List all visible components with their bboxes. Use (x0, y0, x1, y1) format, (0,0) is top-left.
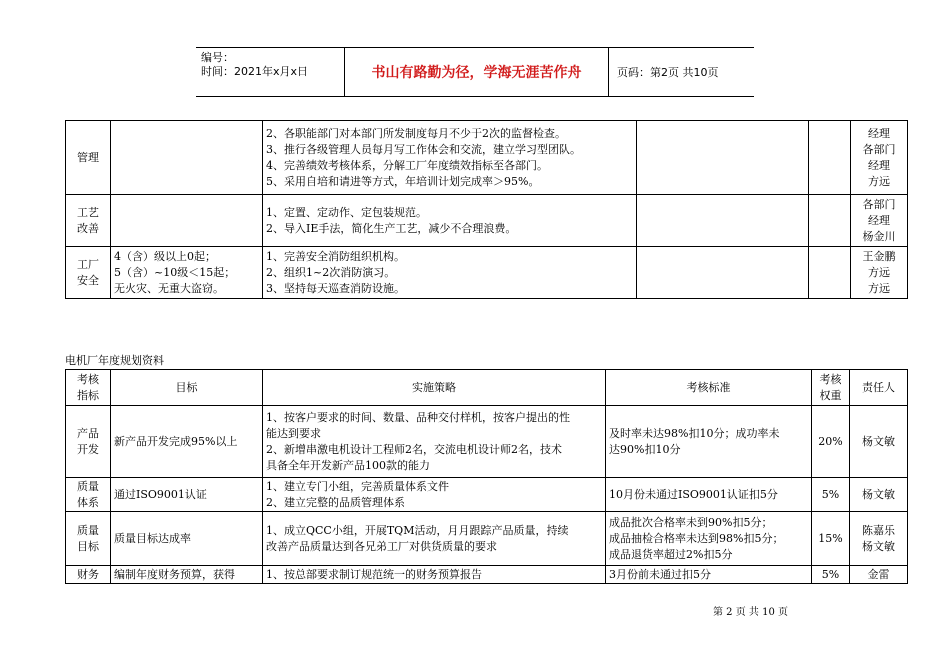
weight-cell: 5% (812, 478, 850, 512)
owner-cell: 陈嘉乐 杨文敏 (850, 512, 908, 566)
header-target: 目标 (111, 370, 263, 406)
owner-cell: 金雷 (850, 566, 908, 584)
owner-cell: 各部门 经理 杨金川 (851, 195, 908, 247)
strategy-cell: 1、定置、定动作、定包装规范。 2、导入IE手法，简化生产工艺，减少不合理浪费。 (263, 195, 637, 247)
page-footer: 第 2 页 共 10 页 (713, 607, 788, 618)
header-category: 考核 指标 (66, 370, 111, 406)
table-header-row (66, 370, 908, 406)
owner-cell: 杨文敏 (850, 478, 908, 512)
target-cell (111, 195, 263, 247)
standard-cell (637, 121, 809, 195)
strategy-cell: 1、按总部要求制订规范统一的财务预算报告 (263, 566, 606, 584)
table-row (66, 566, 908, 584)
standard-cell: 10月份未通过ISO9001认证扣5分 (606, 478, 812, 512)
strategy-cell: 2、各职能部门对本部门所发制度每月不少于2次的监督检查。 3、推行各级管理人员每月写工作体会和交流，建立学习型团队。 4、完善绩效考核体系，分解工厂年度绩效指标至各部门。 5、采用自培和请进等方式，年培训计划完成率＞95%。 (263, 121, 637, 195)
owner-cell: 王金鹏 方远 方远 (851, 247, 908, 299)
table-caption: 电机厂年度规划资料 (65, 354, 164, 367)
header-slogan: 书山有路勤为径，学海无涯苦作舟 (345, 48, 609, 96)
document-number-label: 编号： (201, 51, 234, 64)
table-row (66, 247, 908, 299)
target-cell: 编制年度财务预算，获得 (111, 566, 263, 584)
target-cell: 4（含）级以上0起； 5（含）~10级＜15起； 无火灾、无重大盗窃。 (111, 247, 263, 299)
strategy-cell: 1、成立QCC小组，开展TQM活动，月月跟踪产品质量，持续 改善产品质量达到各兄弟工厂对供货质量的要求 (263, 512, 606, 566)
table-row (66, 121, 908, 195)
weight-cell (809, 247, 851, 299)
plan-table-continued (65, 120, 908, 299)
target-cell (111, 121, 263, 195)
strategy-cell: 1、建立专门小组，完善质量体系文件 2、建立完整的品质管理体系 (263, 478, 606, 512)
owner-cell: 经理 各部门 经理 方远 (851, 121, 908, 195)
table-row (66, 195, 908, 247)
page-header (196, 47, 754, 97)
category-cell: 工艺 改善 (66, 195, 111, 247)
header-standard: 考核标准 (606, 370, 812, 406)
header-strategy: 实施策略 (263, 370, 606, 406)
target-cell: 质量目标达成率 (111, 512, 263, 566)
standard-cell (637, 195, 809, 247)
category-cell: 财务 (66, 566, 111, 584)
category-cell: 质量 目标 (66, 512, 111, 566)
weight-cell (809, 195, 851, 247)
strategy-cell: 1、完善安全消防组织机构。 2、组织1~2次消防演习。 3、坚持每天巡查消防设施。 (263, 247, 637, 299)
weight-cell (809, 121, 851, 195)
standard-cell: 3月份前未通过扣5分 (606, 566, 812, 584)
standard-cell: 成品批次合格率未到90%扣5分； 成品抽检合格率未达到98%扣5分； 成品退货率超过2%扣5分 (606, 512, 812, 566)
owner-cell: 杨文敏 (850, 406, 908, 478)
table-row (66, 512, 908, 566)
table-row (66, 406, 908, 478)
header-page-number: 页码：第2页 共10页 (617, 66, 719, 79)
standard-cell: 及时率未达98%扣10分；成功率未 达90%扣10分 (606, 406, 812, 478)
category-cell: 质量 体系 (66, 478, 111, 512)
category-cell: 产品 开发 (66, 406, 111, 478)
table-row (66, 478, 908, 512)
header-weight: 考核 权重 (812, 370, 850, 406)
weight-cell: 20% (812, 406, 850, 478)
weight-cell: 15% (812, 512, 850, 566)
category-cell: 工厂 安全 (66, 247, 111, 299)
header-owner: 责任人 (850, 370, 908, 406)
document-date: 时间：2021年x月x日 (201, 65, 309, 78)
header-meta (196, 48, 345, 96)
standard-cell (637, 247, 809, 299)
motor-plant-plan-table (65, 369, 908, 584)
target-cell: 新产品开发完成95%以上 (111, 406, 263, 478)
strategy-cell: 1、按客户要求的时间、数量、品种交付样机，按客户提出的性 能达到要求 2、新增串激电机设计工程师2名，交流电机设计师2名，技术 具备全年开发新产品100款的能力 (263, 406, 606, 478)
weight-cell: 5% (812, 566, 850, 584)
category-cell: 管理 (66, 121, 111, 195)
target-cell: 通过ISO9001认证 (111, 478, 263, 512)
